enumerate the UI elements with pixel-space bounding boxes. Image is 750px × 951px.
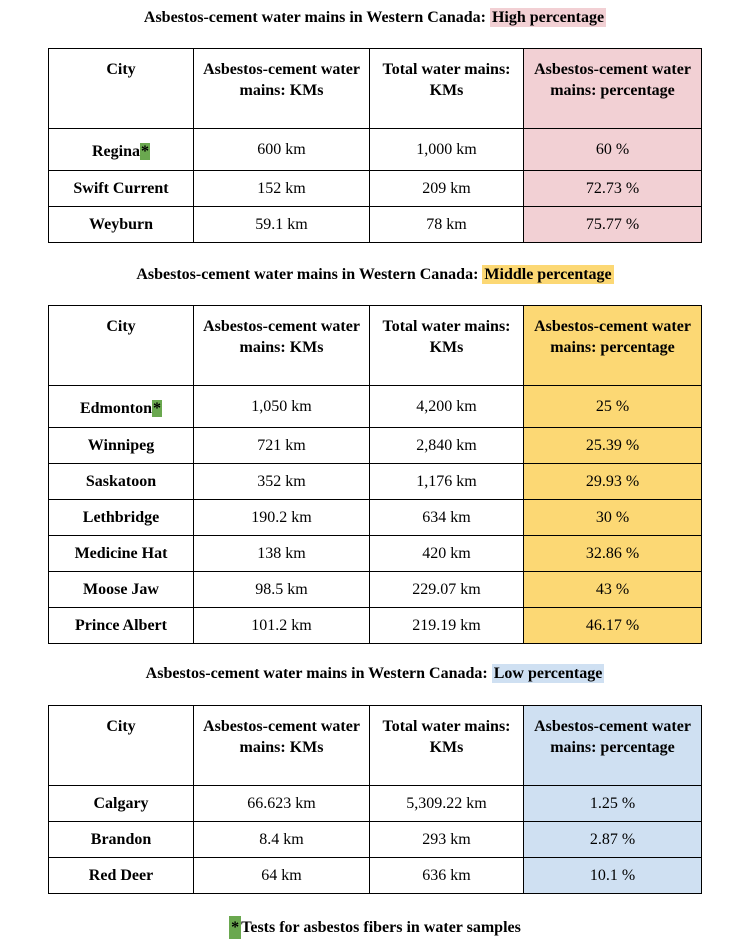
total-km-cell: 4,200 km bbox=[370, 386, 524, 428]
asbestos-test-marker: * bbox=[141, 143, 149, 160]
caption-middle-highlight: Middle percentage bbox=[484, 266, 612, 283]
ac-km-cell: 190.2 km bbox=[194, 500, 370, 536]
header-city: City bbox=[49, 49, 194, 129]
city-cell: Brandon bbox=[49, 822, 194, 858]
table-row bbox=[49, 822, 702, 858]
ac-km-cell: 152 km bbox=[194, 171, 370, 207]
percentage-cell: 43 % bbox=[524, 572, 702, 608]
header-percentage: Asbestos-cement water mains: percentage bbox=[524, 306, 702, 386]
footnote-marker: * bbox=[229, 916, 241, 939]
caption-high-highlight: High percentage bbox=[491, 9, 605, 26]
table-row bbox=[49, 428, 702, 464]
table-middle bbox=[48, 305, 702, 644]
table-header-row bbox=[49, 306, 702, 386]
table-row bbox=[49, 207, 702, 243]
header-ac-km: Asbestos-cement water mains: KMs bbox=[194, 706, 370, 786]
city-cell: Moose Jaw bbox=[49, 572, 194, 608]
total-km-cell: 420 km bbox=[370, 536, 524, 572]
ac-km-cell: 138 km bbox=[194, 536, 370, 572]
ac-km-cell: 721 km bbox=[194, 428, 370, 464]
total-km-cell: 2,840 km bbox=[370, 428, 524, 464]
header-percentage: Asbestos-cement water mains: percentage bbox=[524, 49, 702, 129]
total-km-cell: 219.19 km bbox=[370, 608, 524, 644]
caption-high bbox=[0, 7, 750, 29]
header-total-km: Total water mains: KMs bbox=[370, 49, 524, 129]
ac-km-cell: 66.623 km bbox=[194, 786, 370, 822]
percentage-cell: 25.39 % bbox=[524, 428, 702, 464]
total-km-cell: 5,309.22 km bbox=[370, 786, 524, 822]
caption-low-highlight: Low percentage bbox=[493, 665, 603, 682]
header-city: City bbox=[49, 706, 194, 786]
total-km-cell: 636 km bbox=[370, 858, 524, 894]
total-km-cell: 1,000 km bbox=[370, 129, 524, 171]
caption-middle-prefix: Asbestos-cement water mains in Western Canada: bbox=[136, 266, 479, 283]
table-low bbox=[48, 705, 702, 894]
percentage-cell: 2.87 % bbox=[524, 822, 702, 858]
ac-km-cell: 8.4 km bbox=[194, 822, 370, 858]
city-cell: Lethbridge bbox=[49, 500, 194, 536]
table-row bbox=[49, 386, 702, 428]
footnote bbox=[0, 916, 750, 940]
table-header-row bbox=[49, 49, 702, 129]
header-city: City bbox=[49, 306, 194, 386]
table-row bbox=[49, 500, 702, 536]
header-percentage: Asbestos-cement water mains: percentage bbox=[524, 706, 702, 786]
percentage-cell: 25 % bbox=[524, 386, 702, 428]
table-row bbox=[49, 608, 702, 644]
total-km-cell: 634 km bbox=[370, 500, 524, 536]
table-row bbox=[49, 536, 702, 572]
caption-high-prefix: Asbestos-cement water mains in Western Canada: bbox=[143, 9, 486, 26]
table-header-row bbox=[49, 706, 702, 786]
city-cell: Calgary bbox=[49, 786, 194, 822]
total-km-cell: 1,176 km bbox=[370, 464, 524, 500]
ac-km-cell: 352 km bbox=[194, 464, 370, 500]
city-name: Regina bbox=[92, 143, 140, 160]
ac-km-cell: 101.2 km bbox=[194, 608, 370, 644]
header-ac-km: Asbestos-cement water mains: KMs bbox=[194, 306, 370, 386]
header-total-km: Total water mains: KMs bbox=[370, 306, 524, 386]
total-km-cell: 293 km bbox=[370, 822, 524, 858]
total-km-cell: 229.07 km bbox=[370, 572, 524, 608]
footnote-text: Tests for asbestos fibers in water samples bbox=[241, 919, 521, 936]
percentage-cell: 32.86 % bbox=[524, 536, 702, 572]
header-ac-km: Asbestos-cement water mains: KMs bbox=[194, 49, 370, 129]
city-cell: Medicine Hat bbox=[49, 536, 194, 572]
city-cell bbox=[49, 129, 194, 171]
table-high bbox=[48, 48, 702, 243]
header-total-km: Total water mains: KMs bbox=[370, 706, 524, 786]
percentage-cell: 30 % bbox=[524, 500, 702, 536]
percentage-cell: 29.93 % bbox=[524, 464, 702, 500]
percentage-cell: 46.17 % bbox=[524, 608, 702, 644]
city-cell bbox=[49, 386, 194, 428]
ac-km-cell: 59.1 km bbox=[194, 207, 370, 243]
ac-km-cell: 600 km bbox=[194, 129, 370, 171]
city-cell: Saskatoon bbox=[49, 464, 194, 500]
city-cell: Swift Current bbox=[49, 171, 194, 207]
caption-low-prefix: Asbestos-cement water mains in Western Canada: bbox=[145, 665, 488, 682]
ac-km-cell: 64 km bbox=[194, 858, 370, 894]
ac-km-cell: 1,050 km bbox=[194, 386, 370, 428]
total-km-cell: 78 km bbox=[370, 207, 524, 243]
percentage-cell: 60 % bbox=[524, 129, 702, 171]
percentage-cell: 1.25 % bbox=[524, 786, 702, 822]
caption-middle bbox=[0, 264, 750, 286]
table-row bbox=[49, 786, 702, 822]
table-row bbox=[49, 858, 702, 894]
city-cell: Weyburn bbox=[49, 207, 194, 243]
percentage-cell: 72.73 % bbox=[524, 171, 702, 207]
total-km-cell: 209 km bbox=[370, 171, 524, 207]
caption-low bbox=[0, 663, 750, 685]
table-row bbox=[49, 464, 702, 500]
city-cell: Red Deer bbox=[49, 858, 194, 894]
ac-km-cell: 98.5 km bbox=[194, 572, 370, 608]
asbestos-test-marker: * bbox=[153, 400, 162, 417]
table-row bbox=[49, 572, 702, 608]
table-row bbox=[49, 171, 702, 207]
city-cell: Winnipeg bbox=[49, 428, 194, 464]
city-name: Edmonton bbox=[79, 400, 153, 417]
city-cell: Prince Albert bbox=[49, 608, 194, 644]
percentage-cell: 10.1 % bbox=[524, 858, 702, 894]
percentage-cell: 75.77 % bbox=[524, 207, 702, 243]
table-row bbox=[49, 129, 702, 171]
